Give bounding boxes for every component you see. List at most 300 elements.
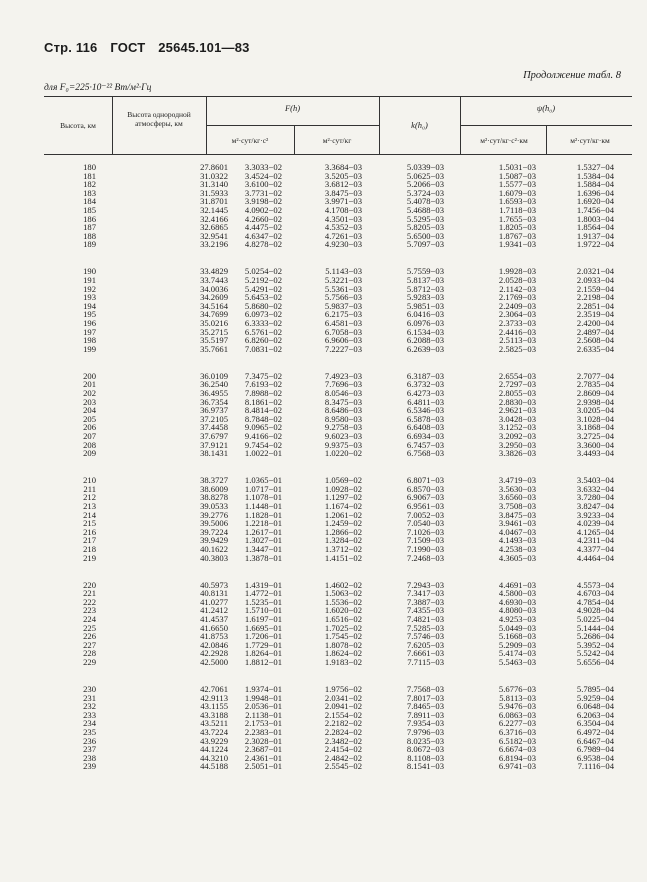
- atmosphere-height-cell: 38.1431: [200, 448, 228, 459]
- psi1-cell: 2.4416−03: [498, 326, 536, 337]
- f1-cell: 3.4524−02: [244, 170, 282, 181]
- k-cell: 6.8570−03: [406, 483, 444, 494]
- table-condition: для F₀=225·10⁻²² Вт/м²·Гц: [44, 83, 152, 93]
- f1-cell: 1.9948−01: [244, 692, 282, 703]
- atmosphere-height-cell: 36.9737: [200, 405, 228, 416]
- k-cell: 7.5285−03: [406, 622, 444, 633]
- psi2-cell: 3.3600−04: [576, 439, 614, 450]
- psi1-cell: 1.5087−03: [498, 170, 536, 181]
- psi1-cell: 4.3605−03: [498, 552, 536, 563]
- atmosphere-height-cell: 38.8278: [200, 492, 228, 503]
- k-cell: 6.6408−03: [406, 422, 444, 433]
- table-top-rule: [44, 96, 632, 97]
- psi1-cell: 5.4174−03: [498, 648, 536, 659]
- psi2-cell: 2.1559−04: [576, 283, 614, 294]
- atmosphere-height-cell: 42.2928: [200, 648, 228, 659]
- column-divider: [294, 125, 295, 154]
- atmosphere-height-cell: 43.9229: [200, 735, 228, 746]
- f2-cell: 3.6812−03: [324, 179, 362, 190]
- atmosphere-height-cell: 37.2105: [200, 413, 228, 424]
- k-cell: 7.2468−03: [406, 552, 444, 563]
- psi1-cell: 1.8205−03: [498, 222, 536, 233]
- f1-cell: 1.6197−01: [244, 614, 282, 624]
- atmosphere-height-cell: 32.1445: [200, 205, 228, 215]
- atmosphere-height-cell: 41.6650: [200, 622, 228, 633]
- altitude-cell: 202: [83, 388, 96, 398]
- k-cell: 6.1534−03: [406, 326, 444, 337]
- column-divider: [112, 96, 113, 154]
- f1-cell: 6.5761−02: [244, 326, 282, 337]
- k-cell: 7.9354−03: [406, 718, 444, 729]
- k-cell: 5.0339−03: [406, 162, 444, 172]
- atmosphere-height-cell: 42.5000: [200, 657, 228, 667]
- f1-cell: 1.5710−01: [244, 605, 282, 616]
- atmosphere-height-cell: 35.5197: [200, 335, 228, 346]
- psi2-cell: 2.2198−04: [576, 292, 614, 303]
- f1-cell: 9.0965−02: [244, 422, 282, 433]
- psi2-cell: 3.7280−04: [576, 492, 614, 503]
- f1-cell: 1.8812−01: [244, 657, 282, 667]
- f2-cell: 2.0941−02: [324, 701, 362, 712]
- altitude-cell: 211: [83, 483, 96, 494]
- f2-cell: 1.8078−02: [324, 639, 362, 650]
- k-cell: 5.8205−03: [406, 222, 444, 233]
- table-row: [44, 449, 632, 458]
- psi2-cell: 5.0225−04: [576, 614, 614, 624]
- f1-cell: 7.3475−02: [244, 370, 282, 381]
- f2-cell: 1.1674−02: [324, 501, 362, 511]
- psi1-cell: 1.6593−03: [498, 196, 536, 207]
- f1-cell: 7.8988−02: [244, 388, 282, 398]
- f2-cell: 1.7545−02: [324, 631, 362, 642]
- psi1-cell: 5.8113−03: [499, 692, 536, 703]
- f1-cell: 4.4475−02: [244, 222, 282, 233]
- f2-cell: 1.5063−02: [324, 588, 362, 599]
- atmosphere-height-cell: 31.8701: [200, 196, 228, 207]
- altitude-cell: 237: [83, 744, 96, 755]
- atmosphere-height-cell: 35.2715: [200, 326, 228, 337]
- k-cell: 7.7115−03: [407, 657, 444, 667]
- psi2-cell: 3.4493−04: [576, 448, 614, 459]
- psi1-cell: 1.9341−03: [498, 239, 536, 250]
- altitude-cell: 186: [83, 213, 96, 224]
- psi1-cell: 6.3716−03: [498, 727, 536, 737]
- altitude-cell: 222: [83, 596, 96, 607]
- f1-cell: 4.6347−02: [244, 230, 282, 241]
- psi2-cell: 1.6920−04: [576, 196, 614, 207]
- psi1-cell: 2.1769−03: [498, 292, 536, 303]
- table-row: [44, 554, 632, 563]
- k-cell: 8.1541−03: [406, 761, 444, 772]
- psi2-cell: 4.2311−04: [577, 535, 614, 546]
- k-cell: 7.1509−03: [406, 535, 444, 546]
- f2-cell: 5.7566−03: [324, 292, 362, 303]
- k-cell: 7.1990−03: [406, 544, 444, 554]
- psi2-cell: 4.1265−04: [576, 526, 614, 537]
- psi-group-header: ψ(h₀): [536, 103, 556, 113]
- psi2-cell: 2.7835−04: [576, 379, 614, 390]
- f2-cell: 6.4581−03: [324, 318, 362, 328]
- psi2-cell: 2.0321−04: [576, 266, 614, 277]
- psi1-cell: 4.9253−03: [498, 614, 536, 624]
- f1-cell: 1.6695−01: [244, 622, 282, 633]
- f2-cell: 4.7261−03: [324, 230, 362, 241]
- f2-cell: 3.5205−03: [324, 170, 362, 181]
- atmosphere-height-cell: 44.1224: [200, 744, 228, 755]
- k-cell: 5.5295−03: [406, 213, 444, 224]
- altitude-cell: 230: [83, 684, 96, 694]
- altitude-cell: 215: [83, 518, 96, 529]
- psi1-cell: 6.0863−03: [498, 709, 536, 720]
- f2-cell: 8.6486−03: [324, 405, 362, 416]
- psi1-cell: 2.2409−03: [498, 300, 536, 311]
- altitude-cell: 234: [83, 718, 96, 729]
- psi1-cell: 4.4691−03: [498, 579, 536, 590]
- psi1-cell: 4.1493−03: [498, 535, 536, 546]
- atmosphere-height-cell: 33.4829: [200, 266, 228, 277]
- f2-cell: 1.0220−02: [324, 448, 362, 459]
- altitude-cell: 183: [83, 187, 96, 198]
- atmosphere-height-cell: 31.5933: [200, 187, 228, 198]
- f2-cell: 1.9183−02: [324, 657, 362, 667]
- table-row: [44, 240, 632, 249]
- psi2-cell: 2.5608−04: [576, 335, 614, 346]
- psi1-units-header: м²·сут/кг·с²·км: [480, 136, 528, 145]
- psi2-cell: 4.0239−04: [576, 518, 614, 529]
- psi2-cell: 5.9259−04: [576, 692, 614, 703]
- psi1-cell: 6.6674−03: [498, 744, 536, 755]
- altitude-cell: 198: [83, 335, 96, 346]
- f1-cell: 6.0973−02: [244, 309, 282, 320]
- psi2-cell: 4.7854−04: [576, 596, 614, 607]
- psi2-cell: 6.9538−04: [576, 752, 614, 763]
- k-cell: 6.7457−03: [406, 439, 444, 450]
- k-cell: 8.0672−03: [406, 744, 444, 755]
- altitude-cell: 206: [83, 422, 96, 433]
- altitude-cell: 181: [83, 170, 96, 181]
- psi2-cell: 3.5403−04: [576, 475, 614, 486]
- k-cell: 5.9851−03: [406, 300, 444, 311]
- psi1-cell: 6.9741−03: [498, 761, 536, 772]
- f1-cell: 5.8680−02: [244, 300, 282, 311]
- f1-units-header: м²·сут/кг·с²: [231, 136, 269, 145]
- f2-cell: 1.4151−02: [324, 552, 362, 563]
- f2-cell: 4.9230−03: [324, 239, 362, 250]
- k-cell: 6.0976−03: [406, 318, 444, 328]
- altitude-cell: 218: [83, 544, 96, 554]
- altitude-cell: 229: [83, 657, 96, 667]
- psi1-cell: 2.3733−03: [498, 318, 536, 328]
- atmosphere-height-cell: 35.7661: [200, 343, 228, 354]
- altitude-cell: 221: [83, 588, 96, 599]
- altitude-cell: 180: [83, 162, 96, 172]
- psi1-cell: 2.5825−03: [498, 343, 536, 354]
- altitude-cell: 189: [83, 239, 96, 250]
- psi2-cell: 1.6396−04: [576, 187, 614, 198]
- f1-cell: 1.1078−01: [244, 492, 282, 503]
- psi2-cell: 3.1868−04: [576, 422, 614, 433]
- f1-cell: 2.3028−01: [244, 735, 282, 746]
- atmosphere-height-cell: 42.9113: [200, 692, 228, 703]
- f1-cell: 5.2192−02: [244, 275, 282, 285]
- k-cell: 6.7568−03: [406, 448, 444, 459]
- altitude-header: Высота, км: [60, 121, 96, 130]
- f2-cell: 3.3684−03: [324, 162, 362, 172]
- altitude-cell: 226: [83, 631, 96, 642]
- psi1-cell: 1.7118−03: [499, 205, 536, 215]
- f2-cell: 1.0569−02: [324, 475, 362, 486]
- psi2-cell: 4.3377−04: [576, 544, 614, 554]
- f1-cell: 1.2218−01: [244, 518, 282, 529]
- f1-cell: 1.3027−01: [244, 535, 282, 546]
- altitude-cell: 209: [83, 448, 96, 459]
- psi2-cell: 6.3504−04: [576, 718, 614, 729]
- altitude-cell: 208: [83, 439, 96, 450]
- atmosphere-height-cell: 33.7443: [200, 275, 228, 285]
- psi2-cell: 3.9233−04: [576, 509, 614, 520]
- atmosphere-header: Высота однородной атмосферы, км: [127, 110, 191, 128]
- altitude-cell: 216: [83, 526, 96, 537]
- atmosphere-height-cell: 43.1155: [200, 701, 228, 712]
- f2-cell: 5.5361−03: [324, 283, 362, 294]
- psi2-cell: 4.9028−04: [576, 605, 614, 616]
- altitude-cell: 224: [83, 614, 96, 624]
- psi2-cell: 5.6556−04: [576, 657, 614, 667]
- atmosphere-height-cell: 39.5006: [200, 518, 228, 529]
- psi1-cell: 2.0528−03: [498, 275, 536, 285]
- f2-cell: 6.2175−03: [324, 309, 362, 320]
- k-cell: 7.4355−03: [406, 605, 444, 616]
- psi1-cell: 5.5463−03: [498, 657, 536, 667]
- altitude-cell: 231: [83, 692, 96, 703]
- psi2-cell: 3.8247−04: [576, 501, 614, 511]
- altitude-cell: 207: [83, 431, 96, 441]
- psi1-cell: 3.7508−03: [498, 501, 536, 511]
- atmosphere-height-cell: 32.4166: [200, 213, 228, 224]
- k-cell: 5.4078−03: [406, 196, 444, 207]
- f2-cell: 4.1708−03: [324, 205, 362, 215]
- k-cell: 5.6500−03: [406, 230, 444, 241]
- altitude-cell: 219: [83, 552, 96, 563]
- psi2-cell: 6.6467−04: [576, 735, 614, 746]
- psi2-units-header: м²·сут/кг·км: [570, 136, 610, 145]
- altitude-cell: 187: [83, 222, 96, 233]
- altitude-cell: 227: [83, 639, 96, 650]
- psi2-cell: 2.8609−04: [576, 388, 614, 398]
- f2-cell: 6.9606−03: [324, 335, 362, 346]
- psi2-cell: 6.7989−04: [576, 744, 614, 755]
- f1-cell: 2.1138−01: [245, 709, 282, 720]
- psi1-cell: 3.0428−03: [498, 413, 536, 424]
- f1-cell: 9.7454−02: [244, 439, 282, 450]
- psi1-cell: 3.2092−03: [498, 431, 536, 441]
- psi1-cell: 3.1252−03: [498, 422, 536, 433]
- atmosphere-height-cell: 41.8753: [200, 631, 228, 642]
- f2-cell: 9.9375−03: [324, 439, 362, 450]
- altitude-cell: 182: [83, 179, 96, 190]
- altitude-cell: 203: [83, 396, 96, 407]
- k-cell: 6.2088−03: [406, 335, 444, 346]
- f1-cell: 1.7729−01: [244, 639, 282, 650]
- f2-cell: 2.3482−02: [324, 735, 362, 746]
- table-row: [44, 762, 632, 771]
- f1-cell: 2.4361−01: [244, 752, 282, 763]
- psi2-cell: 1.5327−04: [576, 162, 614, 172]
- psi1-cell: 3.6560−03: [498, 492, 536, 503]
- atmosphere-height-cell: 32.9541: [200, 230, 228, 241]
- f1-cell: 1.4772−01: [244, 588, 282, 599]
- psi2-cell: 2.9398−04: [576, 396, 614, 407]
- standard-label: ГОСТ: [110, 40, 146, 55]
- psi1-cell: 2.9621−03: [498, 405, 536, 416]
- f1-cell: 7.0831−02: [244, 343, 282, 354]
- page-header: [44, 40, 259, 55]
- f1-cell: 1.9374−01: [244, 684, 282, 694]
- page-label: Стр. 116: [44, 40, 98, 55]
- altitude-cell: 212: [83, 492, 96, 503]
- psi2-cell: 2.3519−04: [576, 309, 614, 320]
- k-cell: 7.0052−03: [406, 509, 444, 520]
- psi1-cell: 2.6554−03: [498, 370, 536, 381]
- altitude-cell: 190: [83, 266, 96, 277]
- f1-cell: 1.2617−01: [244, 526, 282, 537]
- table-row: [44, 658, 632, 667]
- psi2-cell: 1.9137−04: [576, 230, 614, 241]
- atmosphere-height-cell: 37.9121: [200, 439, 228, 450]
- atmosphere-height-cell: 36.0109: [200, 370, 228, 381]
- psi1-cell: 2.7297−03: [498, 379, 536, 390]
- atmosphere-height-cell: 40.1622: [200, 544, 228, 554]
- f2-cell: 1.8624−02: [324, 648, 362, 659]
- k-cell: 7.7568−03: [406, 684, 444, 694]
- f2-cell: 3.9971−03: [324, 196, 362, 207]
- f2-cell: 1.1297−02: [324, 492, 362, 503]
- psi1-cell: 3.8475−03: [498, 509, 536, 520]
- atmosphere-height-cell: 35.0216: [200, 318, 228, 328]
- altitude-cell: 233: [83, 709, 96, 720]
- atmosphere-height-cell: 43.3188: [200, 709, 228, 720]
- f1-cell: 3.9198−02: [244, 196, 282, 207]
- altitude-cell: 232: [83, 701, 96, 712]
- f1-cell: 1.8264−01: [244, 648, 282, 659]
- f2-cell: 2.5545−02: [324, 761, 362, 772]
- psi1-cell: 4.6930−03: [498, 596, 536, 607]
- altitude-cell: 188: [83, 230, 96, 241]
- k-cell: 8.0235−03: [406, 735, 444, 746]
- psi1-cell: 5.9476−03: [498, 701, 536, 712]
- f1-cell: 3.6100−02: [244, 179, 282, 190]
- f2-cell: 1.7025−02: [324, 622, 362, 633]
- k-cell: 7.1026−03: [406, 526, 444, 537]
- f1-cell: 3.7731−02: [244, 187, 282, 198]
- psi2-cell: 5.2686−04: [576, 631, 614, 642]
- k-cell: 7.3887−03: [406, 596, 444, 607]
- altitude-cell: 192: [83, 283, 96, 294]
- psi2-cell: 6.0648−04: [576, 701, 614, 712]
- f2-cell: 1.2866−02: [324, 526, 362, 537]
- altitude-cell: 220: [83, 579, 96, 590]
- atmosphere-height-cell: 41.0277: [200, 596, 228, 607]
- psi2-cell: 2.0933−04: [576, 275, 614, 285]
- f2-cell: 8.9580−03: [324, 413, 362, 424]
- f2-cell: 2.4154−02: [324, 744, 362, 755]
- altitude-cell: 199: [83, 343, 96, 354]
- psi1-cell: 3.4719−03: [498, 475, 536, 486]
- psi2-cell: 6.2063−04: [576, 709, 614, 720]
- f1-cell: 1.1448−01: [244, 501, 282, 511]
- psi1-cell: 2.3064−03: [498, 309, 536, 320]
- k-cell: 7.4821−03: [406, 614, 444, 624]
- f2-cell: 1.3712−02: [324, 544, 362, 554]
- altitude-cell: 228: [83, 648, 96, 659]
- psi1-cell: 1.5031−03: [498, 162, 536, 172]
- atmosphere-height-cell: 37.4458: [200, 422, 228, 433]
- k-cell: 6.5878−03: [406, 413, 444, 424]
- atmosphere-height-cell: 34.7699: [200, 309, 228, 320]
- atmosphere-height-cell: 41.4537: [200, 614, 228, 624]
- f2-units-header: м²·сут/кг: [322, 136, 352, 145]
- psi1-cell: 5.1668−03: [498, 631, 536, 642]
- psi2-cell: 1.8564−04: [576, 222, 614, 233]
- f1-cell: 3.3033−02: [244, 162, 282, 172]
- k-cell: 6.3187−03: [406, 370, 444, 381]
- continuation-note: Продолжение табл. 8: [523, 70, 621, 81]
- f1-cell: 2.1753−01: [244, 718, 282, 729]
- psi2-cell: 2.7077−04: [576, 370, 614, 381]
- table-row: [44, 345, 632, 354]
- atmosphere-height-cell: 34.5164: [200, 300, 228, 311]
- k-cell: 5.2066−03: [406, 179, 444, 190]
- f2-cell: 2.0341−02: [324, 692, 362, 703]
- f1-cell: 5.4291−02: [244, 283, 282, 294]
- atmosphere-height-cell: 39.7224: [200, 526, 228, 537]
- atmosphere-height-cell: 36.2540: [200, 379, 228, 390]
- k-cell: 5.8137−03: [406, 275, 444, 285]
- f2-cell: 7.2227−03: [324, 343, 362, 354]
- atmosphere-height-cell: 43.7224: [200, 727, 228, 737]
- f2-cell: 9.2758−03: [324, 422, 362, 433]
- altitude-cell: 214: [83, 509, 96, 520]
- psi1-cell: 6.2277−03: [498, 718, 536, 729]
- psi2-cell: 1.5884−04: [576, 179, 614, 190]
- f2-cell: 4.3501−03: [324, 213, 362, 224]
- psi2-cell: 4.6703−04: [576, 588, 614, 599]
- psi2-cell: 1.7456−04: [576, 205, 614, 215]
- psi1-cell: 4.5800−03: [498, 588, 536, 599]
- f1-cell: 7.6193−02: [244, 379, 282, 390]
- f2-cell: 9.6023−03: [324, 431, 362, 441]
- psi1-cell: 1.9928−03: [498, 266, 536, 277]
- f2-cell: 8.0546−03: [324, 388, 362, 398]
- k-cell: 7.5746−03: [406, 631, 444, 642]
- k-cell: 6.6934−03: [406, 431, 444, 441]
- altitude-cell: 235: [83, 727, 96, 737]
- atmosphere-height-cell: 32.6865: [200, 222, 228, 233]
- atmosphere-height-cell: 38.3727: [200, 475, 228, 486]
- k-cell: 7.8017−03: [406, 692, 444, 703]
- atmosphere-height-cell: 33.2196: [200, 239, 228, 250]
- f1-cell: 8.1861−02: [244, 396, 282, 407]
- f2-cell: 2.1554−02: [324, 709, 362, 720]
- f1-cell: 8.4814−02: [244, 405, 282, 416]
- f2-cell: 2.2824−02: [324, 727, 362, 737]
- k-cell: 6.0416−03: [406, 309, 444, 320]
- altitude-cell: 210: [83, 475, 96, 486]
- k-cell: 7.3417−03: [406, 588, 444, 599]
- psi1-cell: 5.0449−03: [498, 622, 536, 633]
- psi1-cell: 4.2538−03: [498, 544, 536, 554]
- k-cell: 6.9067−03: [406, 492, 444, 503]
